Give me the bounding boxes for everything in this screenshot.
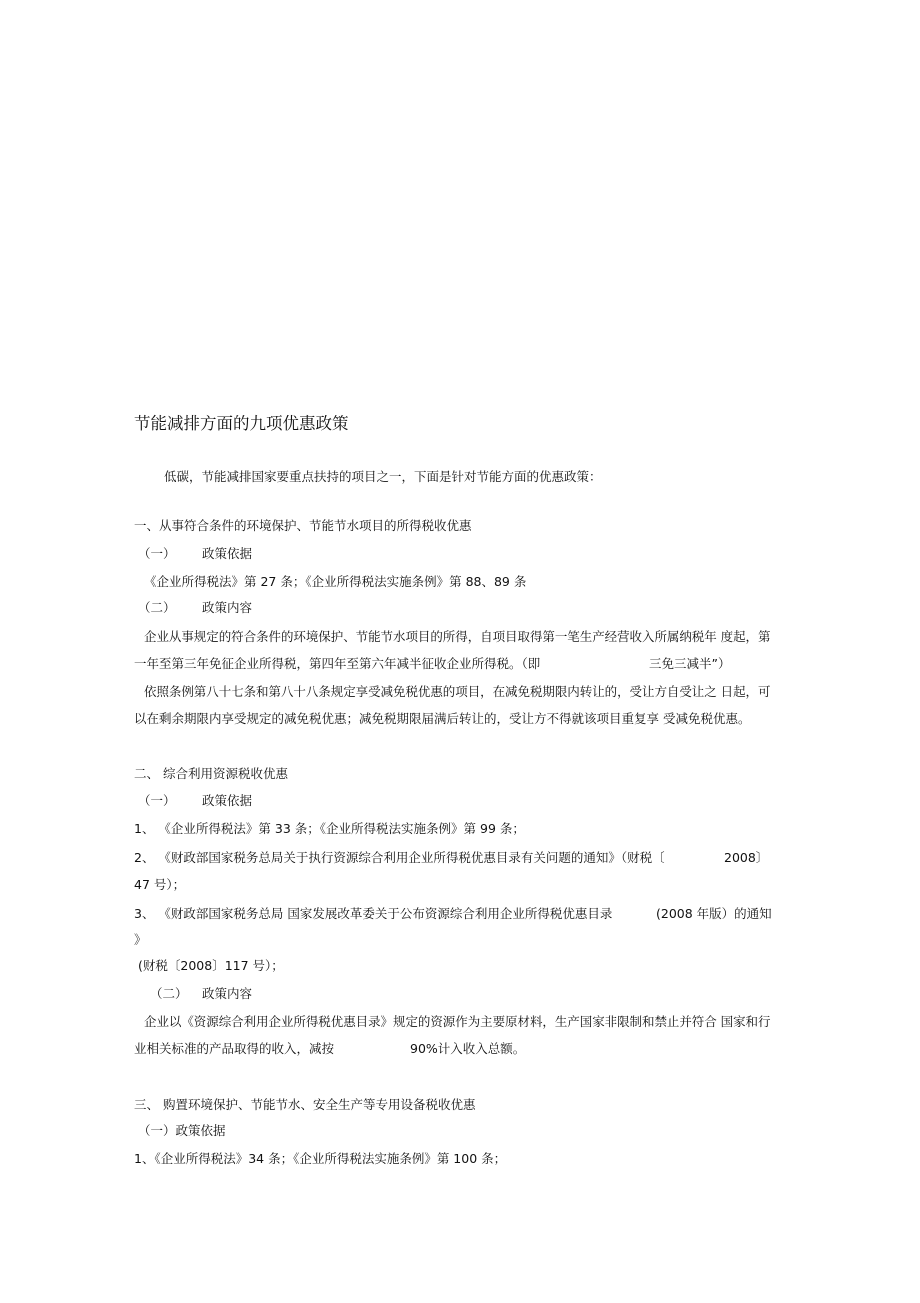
section-2-heading: 二、 综合利用资源税收优惠 — [134, 766, 288, 781]
section-2-sub1-number: （一） — [138, 793, 176, 808]
section-2-sub2-label: 政策内容 — [202, 986, 253, 1001]
section-3-item-1: 1、《企业所得税法》34 条；《企业所得税法实施条例》第 100 条； — [134, 1151, 507, 1166]
section-1-paragraph-1-line-2b: 三免三减半”） — [649, 656, 731, 671]
section-1-sub2-label: 政策内容 — [202, 600, 253, 615]
section-1-sub1-label: 政策依据 — [202, 546, 253, 561]
section-1-paragraph-2-line-2: 以在剩余期限内享受规定的减免税优惠；减免税期限届满后转让的，受让方不得就该项目重复享 受减免税优惠。 — [134, 711, 751, 726]
section-1-sub1-number: （一） — [138, 546, 176, 561]
section-2-item-3-part-c: 》 — [134, 932, 147, 947]
section-2-paragraph-line-2a: 业相关标准的产品取得的收入，减按 — [134, 1041, 335, 1056]
document-title: 节能减排方面的九项优惠政策 — [134, 414, 349, 433]
intro-paragraph: 低碳，节能减排国家要重点扶持的项目之一，下面是针对节能方面的优惠政策： — [164, 469, 602, 484]
section-1-paragraph-2-line-1: 依照条例第八十七条和第八十八条规定享受减免税优惠的项目，在减免税期限内转让的，受让方自受让之 日起，可 — [144, 684, 771, 699]
section-2-sub2-number: （二） — [150, 986, 188, 1001]
section-1-heading: 一、从事符合条件的环境保护、节能节水项目的所得税收优惠 — [134, 518, 472, 533]
section-3-sub1: （一）政策依据 — [138, 1123, 226, 1138]
section-2-item-2-part-c: 47 号）； — [134, 877, 186, 892]
section-2-item-3-part-b: (2008 年版）的通知 — [656, 906, 772, 921]
section-2-item-3-part-a: 3、 《财政部国家税务总局 国家发展改革委关于公布资源综合利用企业所得税优惠目录 — [134, 906, 613, 921]
section-1-sub2-number: （二） — [138, 600, 176, 615]
section-2-sub1-label: 政策依据 — [202, 793, 253, 808]
section-2-paragraph-line-2b: 90%计入收入总额。 — [410, 1041, 526, 1056]
section-1-paragraph-1-line-1: 企业从事规定的符合条件的环境保护、节能节水项目的所得，自项目取得第一笔生产经营收入所属纳税年 度起，第 — [144, 629, 771, 644]
section-2-item-1: 1、 《企业所得税法》第 33 条；《企业所得税法实施条例》第 99 条； — [134, 821, 525, 836]
section-1-basis: 《企业所得税法》第 27 条；《企业所得税法实施条例》第 88、89 条 — [144, 574, 527, 589]
section-2-item-2-part-a: 2、 《财政部国家税务总局关于执行资源综合利用企业所得税优惠目录有关问题的通知》（财税〔 — [134, 850, 665, 865]
section-2-item-2-part-b: 2008〕 — [724, 850, 769, 865]
section-2-item-3-part-d: (财税〔2008〕117 号）； — [138, 958, 284, 973]
section-2-paragraph-line-1: 企业以《资源综合利用企业所得税优惠目录》规定的资源作为主要原材料，生产国家非限制和禁止并符合 国家和行 — [144, 1014, 771, 1029]
section-1-paragraph-1-line-2a: 一年至第三年免征企业所得税，第四年至第六年减半征收企业所得税。（即 — [134, 656, 541, 671]
section-3-heading: 三、 购置环境保护、节能节水、安全生产等专用设备税收优惠 — [134, 1097, 476, 1112]
